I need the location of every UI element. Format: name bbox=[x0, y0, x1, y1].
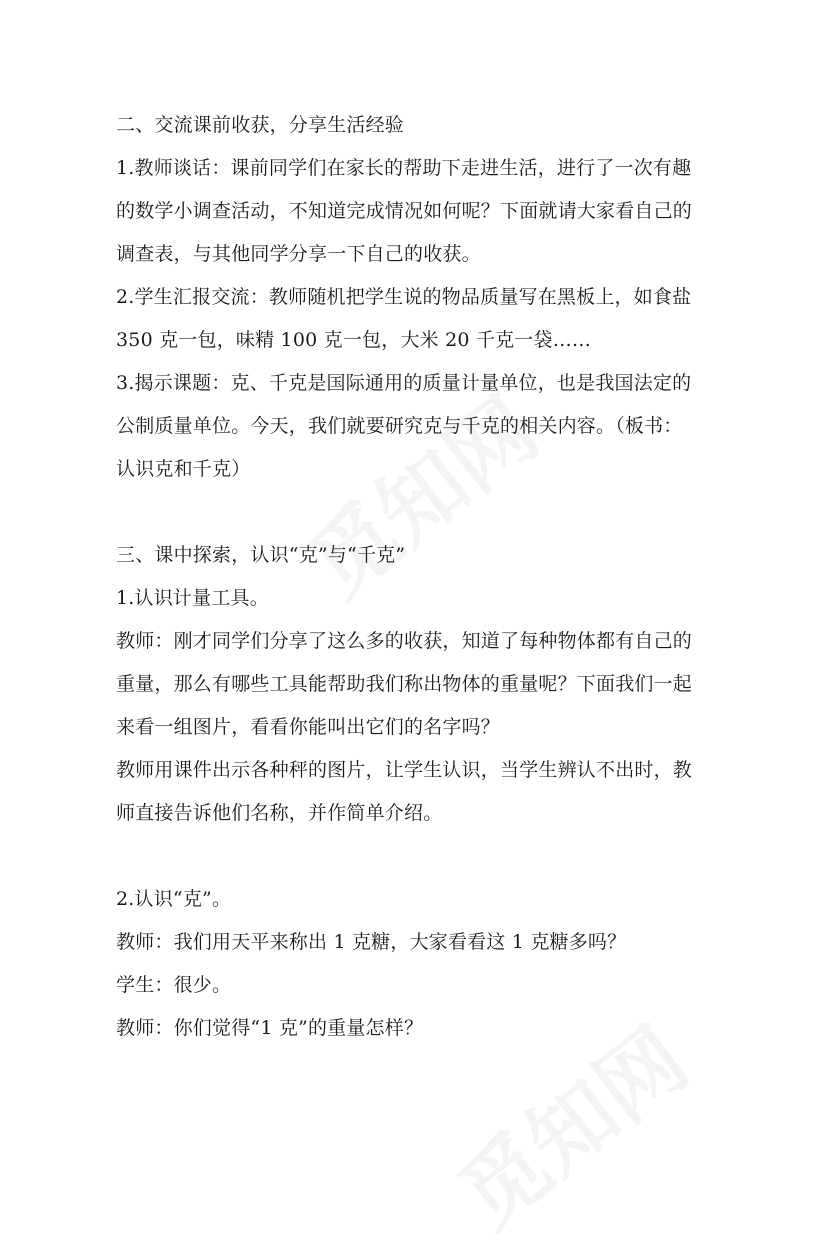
paragraph-line: 重量，那么有哪些工具能帮助我们称出物体的重量呢？下面我们一起 bbox=[116, 673, 693, 695]
paragraph-line: 教师用课件出示各种秤的图片，让学生认识，当学生辨认不出时，教 bbox=[116, 759, 693, 781]
paragraph-line: 1.认识计量工具。 bbox=[116, 587, 269, 609]
paragraph-line: 认识克和千克） bbox=[116, 458, 251, 480]
paragraph-line: 教师：你们觉得“1 克”的重量怎样？ bbox=[116, 1017, 424, 1039]
paragraph-line: 3.揭示课题：克、千克是国际通用的质量计量单位，也是我国法定的 bbox=[116, 372, 692, 394]
paragraph-line: 学生：很少。 bbox=[116, 974, 232, 996]
paragraph-line: 调查表，与其他同学分享一下自己的收获。 bbox=[116, 243, 481, 265]
paragraph-line: 公制质量单位。今天，我们就要研究克与千克的相关内容。（板书： bbox=[116, 415, 683, 437]
paragraph-line: 的数学小调查活动，不知道完成情况如何呢？下面就请大家看自己的 bbox=[116, 200, 693, 222]
paragraph-line: 师直接告诉他们名称，并作简单介绍。 bbox=[116, 802, 443, 824]
section-heading: 二、交流课前收获，分享生活经验 bbox=[116, 114, 405, 136]
paragraph-line: 2.学生汇报交流：教师随机把学生说的物品质量写在黑板上，如食盐 bbox=[116, 286, 692, 308]
watermark bbox=[279, 364, 559, 621]
section-heading: 三、课中探索，认识“克”与“千克” bbox=[116, 544, 406, 566]
paragraph-line: 1.教师谈话：课前同学们在家长的帮助下走进生活，进行了一次有趣 bbox=[116, 157, 692, 179]
paragraph-line: 教师：我们用天平来称出 1 克糖，大家看看这 1 克糖多吗？ bbox=[116, 931, 627, 953]
paragraph-line: 来看一组图片，看看你能叫出它们的名字吗？ bbox=[116, 716, 501, 738]
paragraph-line: 2.认识“克”。 bbox=[116, 888, 232, 910]
paragraph-line: 教师：刚才同学们分享了这么多的收获，知道了每种物体都有自己的 bbox=[116, 630, 693, 652]
paragraph-line: 350 克一包，味精 100 克一包，大米 20 千克一袋…… bbox=[116, 329, 592, 351]
